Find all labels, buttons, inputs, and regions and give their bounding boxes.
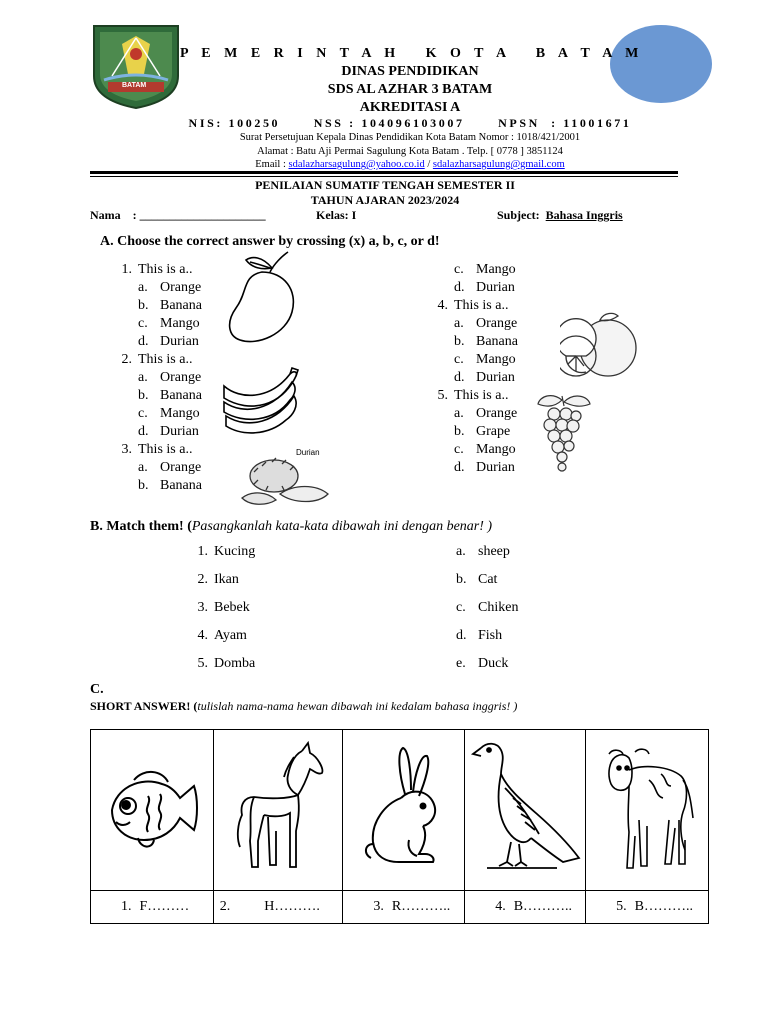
section-c-heading-italic: tulislah nama-nama hewan dibawah ini kedalam bahasa inggris! ) — [197, 699, 518, 713]
section-c-label: C. — [90, 682, 104, 697]
match-left-item-1[interactable]: 1. Kucing — [197, 544, 256, 559]
option-4b[interactable]: b. Banana — [454, 334, 518, 349]
option-1b[interactable]: b. Banana — [138, 298, 202, 313]
school-name: SDS AL AZHAR 3 BATAM — [327, 82, 493, 97]
option-1a[interactable]: a. Orange — [138, 280, 202, 295]
option-5c[interactable]: c. Mango — [454, 442, 516, 457]
section-b-heading-italic: Pasangkanlah kata-kata dibawah ini dengan benar! ) — [191, 519, 493, 534]
exam-year: TAHUN AJARAN 2023/2024 — [310, 193, 460, 207]
email-link-gmail[interactable]: sdalazharsagulung@gmail.com — [432, 159, 565, 170]
email-label: Email : — [255, 159, 289, 170]
subject-label: Subject: — [497, 208, 546, 222]
question-4: 4. This is a.. — [437, 298, 509, 313]
name-blank: _____________________ — [139, 208, 266, 222]
option-2c[interactable]: c. Mango — [138, 406, 200, 421]
answer-cell-4[interactable]: 4. B……….. — [465, 891, 586, 924]
mango-icon — [222, 250, 302, 346]
option-4a[interactable]: a. Orange — [454, 316, 518, 331]
question-1: 1. This is a.. — [121, 262, 193, 277]
match-right-item-d[interactable]: d. Fish — [456, 628, 503, 643]
department-heading: DINAS PENDIDIKAN — [341, 64, 479, 79]
subject-value: Bahasa Inggris — [545, 208, 623, 222]
school-logo — [92, 24, 180, 110]
logo-text: BATAM — [122, 82, 147, 89]
option-5a[interactable]: a. Orange — [454, 406, 518, 421]
option-2b[interactable]: b. Banana — [138, 388, 202, 403]
match-left-item-2[interactable]: 2. Ikan — [197, 572, 239, 587]
option-2d[interactable]: d. Durian — [138, 424, 199, 439]
rabbit-icon — [361, 744, 447, 872]
match-right-list — [456, 543, 518, 683]
answer-cell-3[interactable]: 3. R……….. — [343, 891, 465, 924]
match-left-item-3[interactable]: 3. Bebek — [197, 600, 250, 615]
section-c-heading-bold: SHORT ANSWER! ( — [90, 699, 198, 713]
option-2a[interactable]: a. Orange — [138, 370, 202, 385]
durian-icon — [238, 446, 338, 508]
match-right-item-a[interactable]: a. sheep — [456, 544, 510, 559]
answer-cell-5[interactable]: 5. B……….. — [586, 891, 709, 924]
option-1d[interactable]: d. Durian — [138, 334, 199, 349]
address-line: Alamat : Batu Aji Permai Sagulung Kota Batam . Telp. [ 0778 ] 3851124 — [257, 146, 563, 157]
name-field[interactable] — [90, 208, 266, 223]
banana-icon — [220, 366, 304, 436]
animal-cell-rabbit — [343, 730, 465, 891]
grape-icon — [534, 390, 594, 474]
option-4d[interactable]: d. Durian — [454, 370, 515, 385]
header-rule-thin — [90, 176, 678, 177]
match-right-item-c[interactable]: c. Chiken — [456, 600, 519, 615]
option-1c[interactable]: c. Mango — [138, 316, 200, 331]
animal-cell-bird — [465, 730, 586, 891]
email-line — [150, 159, 670, 170]
animal-answer-table — [90, 729, 709, 924]
option-5b[interactable]: b. Grape — [454, 424, 511, 439]
question-5: 5. This is a.. — [437, 388, 509, 403]
school-ids: NIS: 100250 NSS : 104096103007 NPSN : 11001671 — [188, 116, 632, 130]
section-c-heading — [90, 699, 517, 714]
match-left-item-4[interactable]: 4. Ayam — [197, 628, 247, 643]
name-label: Nama : — [90, 208, 140, 222]
answer-cell-1[interactable]: 1. F……… — [91, 891, 214, 924]
durian-caption: Durian — [296, 448, 320, 457]
section-b-heading-bold: B. Match them! ( — [90, 519, 192, 534]
exam-title: PENILAIAN SUMATIF TENGAH SEMESTER II — [255, 178, 515, 192]
fish-icon — [104, 760, 200, 856]
section-b-heading — [90, 519, 492, 535]
header-rule-thick — [90, 171, 678, 174]
match-left-item-5[interactable]: 5. Domba — [197, 656, 256, 671]
answer-cell-2[interactable]: 2. H………. — [213, 891, 343, 924]
accreditation: AKREDITASI A — [359, 100, 461, 115]
match-left-list — [186, 543, 255, 683]
government-heading: P E M E R I N T A H K O T A B A T A M — [180, 46, 644, 61]
question-3: 3. This is a.. — [121, 442, 193, 457]
orange-icon — [560, 310, 644, 386]
option-3b[interactable]: b. Banana — [138, 478, 202, 493]
match-right-item-e[interactable]: e. Duck — [456, 656, 509, 671]
email-separator: / — [424, 159, 433, 170]
option-5d[interactable]: d. Durian — [454, 460, 515, 475]
class-label: Kelas: I — [316, 208, 357, 222]
option-3c[interactable]: c. Mango — [454, 262, 516, 277]
section-a-right-column — [426, 261, 546, 477]
option-4c[interactable]: c. Mango — [454, 352, 516, 367]
bird-icon — [467, 738, 583, 878]
horse-icon — [228, 741, 328, 875]
permit-line: Surat Persetujuan Kepala Dinas Pendidikan Kota Batam Nomor : 1018/421/2001 — [239, 132, 581, 143]
section-a-heading: A. Choose the correct answer by crossing (x) a, b, c, or d! — [100, 234, 440, 249]
option-3d[interactable]: d. Durian — [454, 280, 515, 295]
animal-cell-horse — [213, 730, 343, 891]
cow-icon — [599, 740, 695, 876]
question-2: 2. This is a.. — [121, 352, 193, 367]
animal-cell-fish — [91, 730, 214, 891]
animal-cell-cow — [586, 730, 709, 891]
match-right-item-b[interactable]: b. Cat — [456, 572, 498, 587]
email-link-yahoo[interactable]: sdalazharsagulung@yahoo.co.id — [288, 159, 425, 170]
option-3a[interactable]: a. Orange — [138, 460, 202, 475]
section-a-left-column — [110, 261, 230, 495]
subject-field — [497, 208, 623, 223]
